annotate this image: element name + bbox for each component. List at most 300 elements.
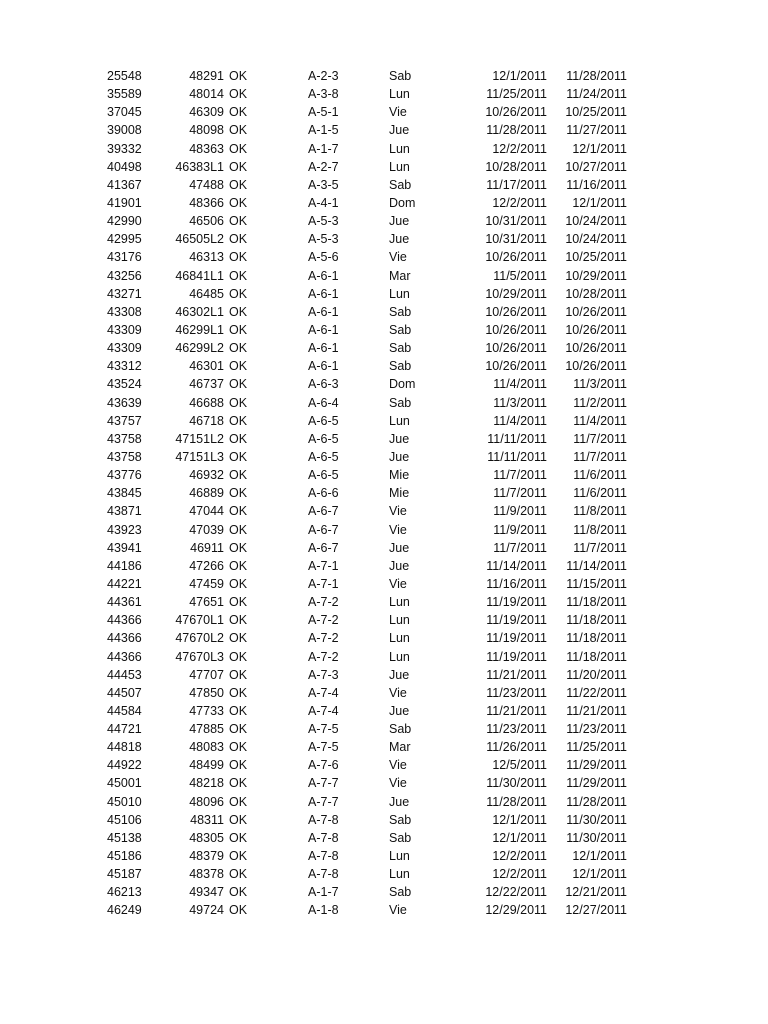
day-cell: Sab <box>389 885 412 900</box>
location-cell: A-6-5 <box>308 449 339 464</box>
status-cell: OK <box>229 794 248 809</box>
day-cell: Vie <box>389 576 407 591</box>
code-cell: 46485 <box>189 286 224 301</box>
table-row <box>0 194 768 212</box>
day-cell: Sab <box>389 341 412 356</box>
date-cell: 11/9/2011 <box>493 504 547 519</box>
code-cell: 48366 <box>189 195 224 210</box>
id-cell: 43941 <box>107 540 142 555</box>
code-cell: 48378 <box>189 867 224 882</box>
status-cell: OK <box>229 395 248 410</box>
day-cell: Vie <box>389 758 407 773</box>
day-cell: Vie <box>389 776 407 791</box>
table-row <box>0 774 768 792</box>
date-cell: 10/26/2011 <box>485 105 547 120</box>
id-cell: 44507 <box>107 685 142 700</box>
code-cell: 46718 <box>189 413 224 428</box>
day-cell: Lun <box>389 286 410 301</box>
id-cell: 42990 <box>107 214 142 229</box>
day-cell: Jue <box>389 558 410 573</box>
id-cell: 41901 <box>107 195 142 210</box>
day-cell: Jue <box>389 232 410 247</box>
day-cell: Lun <box>389 613 410 628</box>
date-cell: 10/31/2011 <box>485 232 547 247</box>
status-cell: OK <box>229 740 248 755</box>
location-cell: A-6-4 <box>308 395 339 410</box>
table-row <box>0 158 768 176</box>
day-cell: Sab <box>389 830 412 845</box>
table-row <box>0 248 768 266</box>
id-cell: 45001 <box>107 776 142 791</box>
date-cell: 11/4/2011 <box>493 377 547 392</box>
status-cell: OK <box>229 431 248 446</box>
location-cell: A-5-3 <box>308 214 339 229</box>
id-cell: 41367 <box>107 177 142 192</box>
table-row <box>0 394 768 412</box>
id-cell: 43871 <box>107 504 142 519</box>
date-cell: 10/26/2011 <box>485 250 547 265</box>
code-cell: 46841L1 <box>175 268 224 283</box>
code-cell: 48218 <box>189 776 224 791</box>
location-cell: A-7-2 <box>308 631 339 646</box>
code-cell: 47707 <box>189 667 224 682</box>
location-cell: A-2-7 <box>308 159 339 174</box>
date-cell: 11/19/2011 <box>486 613 547 628</box>
id-cell: 43312 <box>107 359 142 374</box>
id-cell: 43757 <box>107 413 142 428</box>
table-row <box>0 412 768 430</box>
table-row <box>0 121 768 139</box>
date-cell: 11/7/2011 <box>573 449 627 464</box>
day-cell: Lun <box>389 87 410 102</box>
day-cell: Sab <box>389 69 412 83</box>
id-cell: 43524 <box>107 377 142 392</box>
location-cell: A-7-4 <box>308 703 339 718</box>
date-cell: 10/24/2011 <box>565 232 627 247</box>
date-cell: 10/29/2011 <box>485 286 547 301</box>
code-cell: 46313 <box>189 250 224 265</box>
code-cell: 48363 <box>189 141 224 156</box>
status-cell: OK <box>229 304 248 319</box>
id-cell: 43758 <box>107 431 142 446</box>
date-cell: 11/21/2011 <box>486 667 547 682</box>
day-cell: Jue <box>389 667 410 682</box>
status-cell: OK <box>229 830 248 845</box>
table-row <box>0 484 768 502</box>
code-cell: 47039 <box>189 522 224 537</box>
location-cell: A-1-7 <box>308 141 339 156</box>
table-row <box>0 303 768 321</box>
code-cell: 48291 <box>189 69 224 83</box>
date-cell: 11/25/2011 <box>486 87 547 102</box>
id-cell: 45138 <box>107 830 142 845</box>
code-cell: 46932 <box>189 468 224 483</box>
location-cell: A-7-7 <box>308 776 339 791</box>
code-cell: 49347 <box>189 885 224 900</box>
table-row <box>0 140 768 158</box>
date-cell: 11/7/2011 <box>493 468 547 483</box>
date-cell: 11/20/2011 <box>566 667 627 682</box>
code-cell: 46506 <box>189 214 224 229</box>
date-cell: 12/2/2011 <box>492 141 547 156</box>
code-cell: 48305 <box>189 830 224 845</box>
date-cell: 11/29/2011 <box>566 758 627 773</box>
table-row <box>0 901 768 919</box>
id-cell: 45106 <box>107 812 142 827</box>
date-cell: 11/14/2011 <box>486 558 547 573</box>
id-cell: 46213 <box>107 885 142 900</box>
location-cell: A-7-1 <box>308 576 339 591</box>
date-cell: 11/4/2011 <box>573 413 627 428</box>
id-cell: 39332 <box>107 141 142 156</box>
date-cell: 11/7/2011 <box>493 540 547 555</box>
location-cell: A-7-5 <box>308 722 339 737</box>
table-row <box>0 811 768 829</box>
date-cell: 10/25/2011 <box>565 105 627 120</box>
day-cell: Sab <box>389 177 412 192</box>
date-cell: 11/18/2011 <box>566 595 627 610</box>
date-cell: 10/26/2011 <box>485 322 547 337</box>
date-cell: 10/28/2011 <box>565 286 627 301</box>
day-cell: Mar <box>389 268 411 283</box>
date-cell: 11/27/2011 <box>566 123 627 138</box>
date-cell: 11/11/2011 <box>487 449 547 464</box>
status-cell: OK <box>229 141 248 156</box>
table-row <box>0 375 768 393</box>
status-cell: OK <box>229 322 248 337</box>
date-cell: 11/25/2011 <box>566 740 627 755</box>
code-cell: 48311 <box>190 812 224 827</box>
code-cell: 46505L2 <box>175 232 224 247</box>
day-cell: Vie <box>389 105 407 120</box>
date-cell: 10/27/2011 <box>565 159 627 174</box>
table-row <box>0 883 768 901</box>
table-row <box>0 285 768 303</box>
day-cell: Vie <box>389 685 407 700</box>
status-cell: OK <box>229 849 248 864</box>
date-cell: 12/1/2011 <box>572 867 627 882</box>
location-cell: A-6-1 <box>308 286 339 301</box>
date-cell: 12/1/2011 <box>572 141 627 156</box>
table-row <box>0 502 768 520</box>
id-cell: 44221 <box>107 576 142 591</box>
date-cell: 10/24/2011 <box>565 214 627 229</box>
status-cell: OK <box>229 504 248 519</box>
location-cell: A-3-5 <box>308 177 339 192</box>
location-cell: A-7-6 <box>308 758 339 773</box>
date-cell: 11/6/2011 <box>573 486 627 501</box>
date-cell: 11/7/2011 <box>493 486 547 501</box>
date-cell: 12/21/2011 <box>565 885 627 900</box>
id-cell: 44721 <box>107 722 142 737</box>
date-cell: 12/2/2011 <box>492 849 547 864</box>
location-cell: A-7-8 <box>308 849 339 864</box>
date-cell: 10/31/2011 <box>485 214 547 229</box>
day-cell: Sab <box>389 322 412 337</box>
table-row <box>0 865 768 883</box>
table-row <box>0 67 768 85</box>
date-cell: 11/21/2011 <box>566 703 627 718</box>
date-cell: 11/19/2011 <box>486 649 547 664</box>
location-cell: A-7-2 <box>308 613 339 628</box>
status-cell: OK <box>229 703 248 718</box>
code-cell: 46737 <box>189 377 224 392</box>
location-cell: A-7-5 <box>308 740 339 755</box>
code-cell: 46299L1 <box>175 322 224 337</box>
date-cell: 10/26/2011 <box>565 322 627 337</box>
code-cell: 47885 <box>189 722 224 737</box>
code-cell: 47651 <box>189 595 224 610</box>
table-row <box>0 321 768 339</box>
status-cell: OK <box>229 195 248 210</box>
status-cell: OK <box>229 159 248 174</box>
code-cell: 49724 <box>189 903 224 918</box>
day-cell: Lun <box>389 141 410 156</box>
day-cell: Sab <box>389 395 412 410</box>
code-cell: 46309 <box>189 105 224 120</box>
date-cell: 11/3/2011 <box>493 395 547 410</box>
code-cell: 46302L1 <box>175 304 224 319</box>
date-cell: 11/23/2011 <box>566 722 627 737</box>
code-cell: 48098 <box>189 123 224 138</box>
id-cell: 43845 <box>107 486 142 501</box>
date-cell: 11/22/2011 <box>566 685 627 700</box>
date-cell: 12/22/2011 <box>485 885 547 900</box>
day-cell: Vie <box>389 522 407 537</box>
location-cell: A-7-4 <box>308 685 339 700</box>
table-row <box>0 521 768 539</box>
day-cell: Sab <box>389 722 412 737</box>
code-cell: 46301 <box>189 359 224 374</box>
day-cell: Jue <box>389 703 410 718</box>
table-row <box>0 648 768 666</box>
location-cell: A-6-5 <box>308 413 339 428</box>
date-cell: 11/5/2011 <box>493 268 547 283</box>
day-cell: Dom <box>389 195 416 210</box>
date-cell: 11/15/2011 <box>566 576 627 591</box>
location-cell: A-5-6 <box>308 250 339 265</box>
date-cell: 11/28/2011 <box>566 794 627 809</box>
id-cell: 45186 <box>107 849 142 864</box>
location-cell: A-6-5 <box>308 468 339 483</box>
date-cell: 11/18/2011 <box>566 649 627 664</box>
location-cell: A-7-7 <box>308 794 339 809</box>
location-cell: A-6-1 <box>308 268 339 283</box>
code-cell: 47151L3 <box>175 449 224 464</box>
day-cell: Jue <box>389 431 410 446</box>
table-row <box>0 575 768 593</box>
id-cell: 43309 <box>107 322 142 337</box>
day-cell: Jue <box>389 123 410 138</box>
status-cell: OK <box>229 613 248 628</box>
table-row <box>0 212 768 230</box>
day-cell: Dom <box>389 377 416 392</box>
date-cell: 11/7/2011 <box>573 431 627 446</box>
date-cell: 11/16/2011 <box>566 177 627 192</box>
date-cell: 11/23/2011 <box>486 722 547 737</box>
table-row <box>0 738 768 756</box>
location-cell: A-6-5 <box>308 431 339 446</box>
table-row <box>0 593 768 611</box>
date-cell: 11/7/2011 <box>573 540 627 555</box>
status-cell: OK <box>229 250 248 265</box>
date-cell: 10/29/2011 <box>565 268 627 283</box>
id-cell: 42995 <box>107 232 142 247</box>
status-cell: OK <box>229 867 248 882</box>
date-cell: 12/1/2011 <box>492 812 547 827</box>
status-cell: OK <box>229 558 248 573</box>
table-row <box>0 357 768 375</box>
date-cell: 10/28/2011 <box>485 159 547 174</box>
date-cell: 11/28/2011 <box>486 123 547 138</box>
day-cell: Jue <box>389 540 410 555</box>
date-cell: 12/1/2011 <box>492 69 547 83</box>
location-cell: A-6-7 <box>308 540 339 555</box>
date-cell: 12/1/2011 <box>492 830 547 845</box>
code-cell: 47488 <box>189 177 224 192</box>
table-row <box>0 847 768 865</box>
id-cell: 43271 <box>107 286 142 301</box>
id-cell: 44584 <box>107 703 142 718</box>
code-cell: 47266 <box>189 558 224 573</box>
day-cell: Lun <box>389 649 410 664</box>
location-cell: A-7-2 <box>308 595 339 610</box>
code-cell: 48014 <box>189 87 224 102</box>
id-cell: 44366 <box>107 649 142 664</box>
status-cell: OK <box>229 449 248 464</box>
code-cell: 46688 <box>189 395 224 410</box>
date-cell: 11/2/2011 <box>573 395 627 410</box>
date-cell: 11/11/2011 <box>487 431 547 446</box>
day-cell: Lun <box>389 413 410 428</box>
date-cell: 10/26/2011 <box>565 359 627 374</box>
status-cell: OK <box>229 359 248 374</box>
date-cell: 11/30/2011 <box>566 830 627 845</box>
status-cell: OK <box>229 776 248 791</box>
table-row <box>0 756 768 774</box>
code-cell: 47459 <box>189 576 224 591</box>
code-cell: 47733 <box>189 703 224 718</box>
location-cell: A-6-1 <box>308 304 339 319</box>
date-cell: 11/19/2011 <box>486 631 547 646</box>
location-cell: A-6-1 <box>308 359 339 374</box>
location-cell: A-5-1 <box>308 105 339 120</box>
location-cell: A-6-7 <box>308 504 339 519</box>
date-cell: 11/29/2011 <box>566 776 627 791</box>
day-cell: Lun <box>389 631 410 646</box>
location-cell: A-7-3 <box>308 667 339 682</box>
location-cell: A-7-8 <box>308 812 339 827</box>
status-cell: OK <box>229 885 248 900</box>
date-cell: 12/1/2011 <box>572 849 627 864</box>
location-cell: A-6-3 <box>308 377 339 392</box>
day-cell: Vie <box>389 250 407 265</box>
status-cell: OK <box>229 903 248 918</box>
status-cell: OK <box>229 595 248 610</box>
date-cell: 10/26/2011 <box>565 341 627 356</box>
code-cell: 46889 <box>189 486 224 501</box>
date-cell: 12/2/2011 <box>492 195 547 210</box>
id-cell: 45010 <box>107 794 142 809</box>
status-cell: OK <box>229 722 248 737</box>
date-cell: 11/30/2011 <box>566 812 627 827</box>
location-cell: A-6-6 <box>308 486 339 501</box>
code-cell: 46299L2 <box>175 341 224 356</box>
code-cell: 47670L1 <box>175 613 224 628</box>
day-cell: Jue <box>389 449 410 464</box>
day-cell: Mar <box>389 740 411 755</box>
date-cell: 11/8/2011 <box>573 522 627 537</box>
code-cell: 47044 <box>189 504 224 519</box>
day-cell: Mie <box>389 486 410 501</box>
status-cell: OK <box>229 377 248 392</box>
date-cell: 12/1/2011 <box>572 195 627 210</box>
date-cell: 12/27/2011 <box>565 903 627 918</box>
date-cell: 10/26/2011 <box>485 304 547 319</box>
code-cell: 47670L2 <box>175 631 224 646</box>
location-cell: A-6-1 <box>308 341 339 356</box>
id-cell: 44366 <box>107 613 142 628</box>
location-cell: A-1-7 <box>308 885 339 900</box>
code-cell: 48096 <box>189 794 224 809</box>
status-cell: OK <box>229 341 248 356</box>
status-cell: OK <box>229 69 248 83</box>
day-cell: Sab <box>389 359 412 374</box>
status-cell: OK <box>229 286 248 301</box>
day-cell: Mie <box>389 468 410 483</box>
date-cell: 12/2/2011 <box>492 867 547 882</box>
table-row <box>0 103 768 121</box>
table-row <box>0 466 768 484</box>
status-cell: OK <box>229 631 248 646</box>
status-cell: OK <box>229 123 248 138</box>
table-row <box>0 539 768 557</box>
code-cell: 48499 <box>189 758 224 773</box>
status-cell: OK <box>229 758 248 773</box>
status-cell: OK <box>229 177 248 192</box>
code-cell: 47151L2 <box>175 431 224 446</box>
location-cell: A-7-1 <box>308 558 339 573</box>
day-cell: Lun <box>389 849 410 864</box>
status-cell: OK <box>229 576 248 591</box>
date-cell: 10/26/2011 <box>485 359 547 374</box>
table-row <box>0 85 768 103</box>
date-cell: 12/5/2011 <box>492 758 547 773</box>
day-cell: Vie <box>389 903 407 918</box>
location-cell: A-1-5 <box>308 123 339 138</box>
day-cell: Jue <box>389 214 410 229</box>
location-cell: A-5-3 <box>308 232 339 247</box>
status-cell: OK <box>229 232 248 247</box>
id-cell: 37045 <box>107 105 142 120</box>
date-cell: 11/19/2011 <box>486 595 547 610</box>
location-cell: A-6-7 <box>308 522 339 537</box>
id-cell: 43639 <box>107 395 142 410</box>
status-cell: OK <box>229 812 248 827</box>
location-cell: A-7-8 <box>308 830 339 845</box>
table-row <box>0 666 768 684</box>
status-cell: OK <box>229 540 248 555</box>
date-cell: 11/18/2011 <box>566 613 627 628</box>
code-cell: 48379 <box>189 849 224 864</box>
spreadsheet-table <box>0 67 768 920</box>
date-cell: 11/16/2011 <box>486 576 547 591</box>
id-cell: 39008 <box>107 123 142 138</box>
location-cell: A-2-3 <box>308 69 339 83</box>
code-cell: 48083 <box>189 740 224 755</box>
table-row <box>0 629 768 647</box>
id-cell: 45187 <box>107 867 142 882</box>
